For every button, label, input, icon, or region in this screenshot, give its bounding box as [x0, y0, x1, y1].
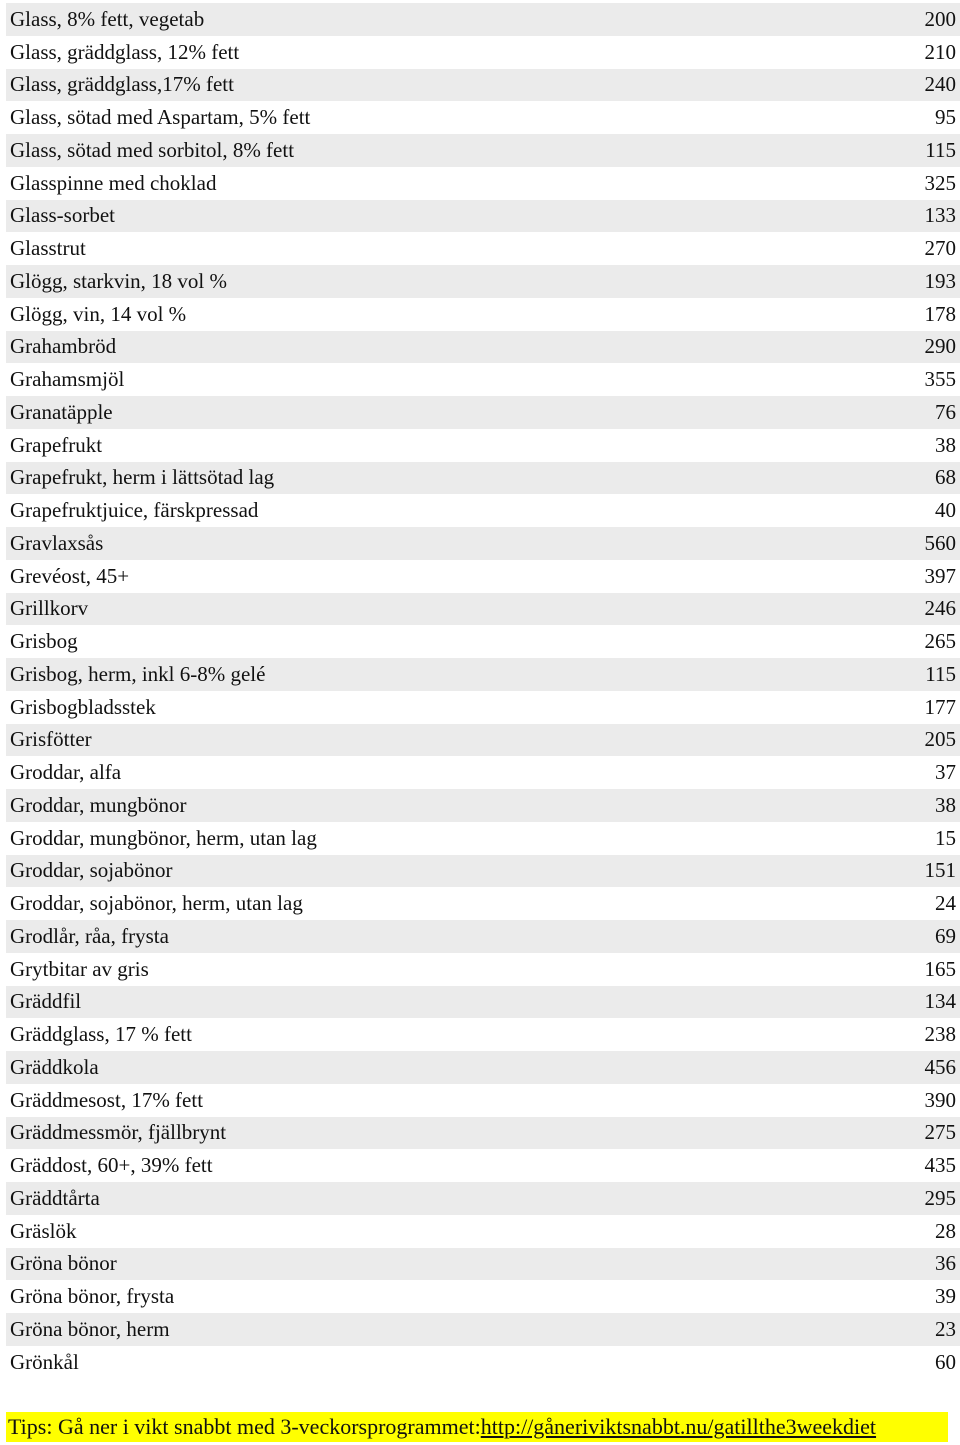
kcal-value: 390 — [924, 1087, 956, 1112]
food-name: Grapefrukt — [10, 432, 103, 457]
table-row — [6, 1280, 960, 1313]
kcal-value: 205 — [924, 727, 956, 752]
kcal-value: 95 — [935, 105, 956, 130]
kcal-value: 178 — [924, 301, 956, 326]
food-name: Groddar, alfa — [10, 760, 122, 785]
kcal-value: 40 — [935, 498, 956, 523]
table-row — [6, 887, 960, 920]
kcal-value: 325 — [924, 170, 956, 195]
table-row — [6, 1084, 960, 1117]
kcal-value: 200 — [924, 6, 956, 31]
food-name: Gräddtårta — [10, 1185, 100, 1210]
kcal-value: 275 — [924, 1120, 956, 1145]
food-name: Glass-sorbet — [10, 203, 115, 228]
kcal-value: 177 — [924, 694, 956, 719]
table-row — [6, 986, 960, 1019]
kcal-value: 193 — [924, 268, 956, 293]
table-row — [6, 953, 960, 986]
table-row — [6, 560, 960, 593]
food-name: Grapefruktjuice, färskpressad — [10, 498, 259, 523]
kcal-value: 165 — [924, 956, 956, 981]
table-row — [6, 167, 960, 200]
calorie-table — [6, 3, 960, 1379]
kcal-value: 15 — [935, 825, 956, 850]
food-name: Gräddkola — [10, 1054, 99, 1079]
table-row — [6, 593, 960, 626]
food-name: Groddar, sojabönor — [10, 858, 173, 883]
kcal-value: 115 — [925, 661, 956, 686]
table-row — [6, 363, 960, 396]
table-row — [6, 1248, 960, 1281]
food-name: Gräddglass, 17 % fett — [10, 1022, 192, 1047]
kcal-value: 37 — [935, 760, 956, 785]
kcal-value: 24 — [935, 891, 956, 916]
table-row — [6, 527, 960, 560]
kcal-value: 133 — [924, 203, 956, 228]
table-row — [6, 69, 960, 102]
food-name: Grevéost, 45+ — [10, 563, 130, 588]
table-row — [6, 724, 960, 757]
table-row — [6, 855, 960, 888]
food-name: Gräddmesost, 17% fett — [10, 1087, 204, 1112]
kcal-value: 36 — [935, 1251, 956, 1276]
food-name: Grapefrukt, herm i lättsötad lag — [10, 465, 275, 490]
food-name: Grytbitar av gris — [10, 956, 149, 981]
table-row — [6, 1313, 960, 1346]
food-name: Gräddost, 60+, 39% fett — [10, 1153, 213, 1178]
kcal-value: 69 — [935, 923, 956, 948]
table-row — [6, 429, 960, 462]
table-row — [6, 822, 960, 855]
kcal-value: 435 — [924, 1153, 956, 1178]
food-name: Glasstrut — [10, 236, 86, 261]
kcal-value: 68 — [935, 465, 956, 490]
kcal-value: 39 — [935, 1284, 956, 1309]
table-row — [6, 1149, 960, 1182]
food-name: Glass, sötad med sorbitol, 8% fett — [10, 137, 295, 162]
kcal-value: 238 — [924, 1022, 956, 1047]
kcal-value: 456 — [924, 1054, 956, 1079]
kcal-value: 290 — [924, 334, 956, 359]
food-name: Granatäpple — [10, 399, 113, 424]
table-row — [6, 200, 960, 233]
food-name: Grodlår, råa, frysta — [10, 923, 169, 948]
kcal-value: 134 — [924, 989, 956, 1014]
table-row — [6, 920, 960, 953]
kcal-value: 151 — [924, 858, 956, 883]
table-row — [6, 1117, 960, 1150]
tips-link[interactable]: http://gåneriviktsnabbt.nu/gatillthe3weekdiet — [480, 1414, 877, 1439]
table-row — [6, 462, 960, 495]
food-name: Grisbog, herm, inkl 6-8% gelé — [10, 661, 266, 686]
food-name: Gräddmessmör, fjällbrynt — [10, 1120, 227, 1145]
table-row — [6, 331, 960, 364]
table-row — [6, 756, 960, 789]
kcal-value: 397 — [924, 563, 956, 588]
food-name: Grisbog — [10, 629, 78, 654]
table-row — [6, 1182, 960, 1215]
kcal-value: 246 — [924, 596, 956, 621]
food-name: Glass, gräddglass,17% fett — [10, 72, 234, 97]
table-row — [6, 396, 960, 429]
food-name: Groddar, mungbönor — [10, 792, 187, 817]
kcal-value: 265 — [924, 629, 956, 654]
kcal-value: 210 — [924, 39, 956, 64]
table-row — [6, 1346, 960, 1379]
kcal-value: 28 — [935, 1218, 956, 1243]
table-row — [6, 101, 960, 134]
food-name: Groddar, mungbönor, herm, utan lag — [10, 825, 317, 850]
kcal-value: 38 — [935, 792, 956, 817]
food-name: Glögg, vin, 14 vol % — [10, 301, 187, 326]
table-row — [6, 36, 960, 69]
tips-text: Tips: Gå ner i vikt snabbt med 3-veckorsprogrammet: — [8, 1414, 481, 1439]
table-row — [6, 658, 960, 691]
kcal-value: 355 — [924, 367, 956, 392]
food-name: Glasspinne med choklad — [10, 170, 217, 195]
food-name: Grahamsmjöl — [10, 367, 125, 392]
table-row — [6, 1051, 960, 1084]
table-row — [6, 3, 960, 36]
food-name: Grisfötter — [10, 727, 92, 752]
kcal-value: 240 — [924, 72, 956, 97]
table-row — [6, 494, 960, 527]
kcal-value: 560 — [924, 530, 956, 555]
food-name: Gräddfil — [10, 989, 82, 1014]
kcal-value: 60 — [935, 1349, 956, 1374]
table-row — [6, 298, 960, 331]
food-name: Grahambröd — [10, 334, 117, 359]
food-name: Gröna bönor — [10, 1251, 117, 1276]
food-name: Glögg, starkvin, 18 vol % — [10, 268, 227, 293]
table-row — [6, 1018, 960, 1051]
kcal-value: 38 — [935, 432, 956, 457]
table-row — [6, 265, 960, 298]
food-name: Gräslök — [10, 1218, 77, 1243]
kcal-value: 295 — [924, 1185, 956, 1210]
food-name: Grillkorv — [10, 596, 89, 621]
table-row — [6, 232, 960, 265]
food-name: Glass, 8% fett, vegetab — [10, 6, 205, 31]
food-name: Glass, gräddglass, 12% fett — [10, 39, 240, 64]
table-row — [6, 789, 960, 822]
food-name: Grönkål — [10, 1349, 79, 1374]
food-name: Gröna bönor, herm — [10, 1316, 170, 1341]
food-name: Glass, sötad med Aspartam, 5% fett — [10, 105, 311, 130]
food-name: Grisbogbladsstek — [10, 694, 156, 719]
tips-banner — [6, 1412, 948, 1442]
table-row — [6, 134, 960, 167]
table-row — [6, 691, 960, 724]
kcal-value: 115 — [925, 137, 956, 162]
food-name: Gröna bönor, frysta — [10, 1284, 175, 1309]
food-name: Groddar, sojabönor, herm, utan lag — [10, 891, 303, 916]
kcal-value: 23 — [935, 1316, 956, 1341]
food-name: Gravlaxsås — [10, 530, 104, 555]
kcal-value: 76 — [935, 399, 956, 424]
table-row — [6, 625, 960, 658]
kcal-value: 270 — [924, 236, 956, 261]
table-row — [6, 1215, 960, 1248]
